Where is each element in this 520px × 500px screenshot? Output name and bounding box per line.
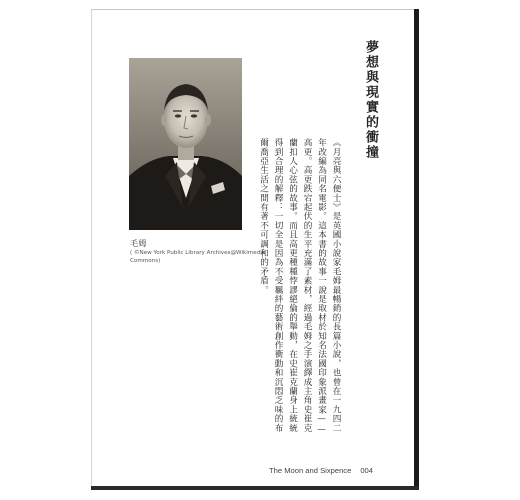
- photo-caption: [130, 238, 270, 265]
- body-text: 《月亮與六便士》是英國小說家毛姆最暢銷的長篇小說，也曾在一九四二年改編為同名電影。這本書的故事一說是取材於知名法國印象派畫家——高更。高更跌宕起伏的生平充滿了素材，經過毛姆之手演繹成主角史崔克蘭扣人心弦的故事。而且高更種種悖謬絕倫的舉動，在史崔克蘭身上統統得到合理的解釋：一切全是因為不受羈絆的藝術創作衝動和沉悶乏味的布爾喬亞生活之間有著不可調和的矛盾。: [258, 138, 341, 436]
- page-edge-bottom: [91, 486, 419, 490]
- page-edge-right: [414, 9, 419, 490]
- author-portrait-photo: [129, 58, 242, 230]
- caption-name: 毛姆: [130, 239, 147, 248]
- caption-credit-line1: ( ©New York Public Library Archives@Wikimedia: [130, 250, 266, 256]
- caption-credit-line2: Commons): [130, 258, 161, 264]
- page-footer: [269, 466, 373, 475]
- portrait-illustration: [129, 58, 242, 230]
- section-title: 夢想與現實的衝撞: [363, 40, 378, 160]
- footer-book-title: The Moon and Sixpence: [269, 466, 352, 475]
- page-number: 004: [360, 466, 373, 475]
